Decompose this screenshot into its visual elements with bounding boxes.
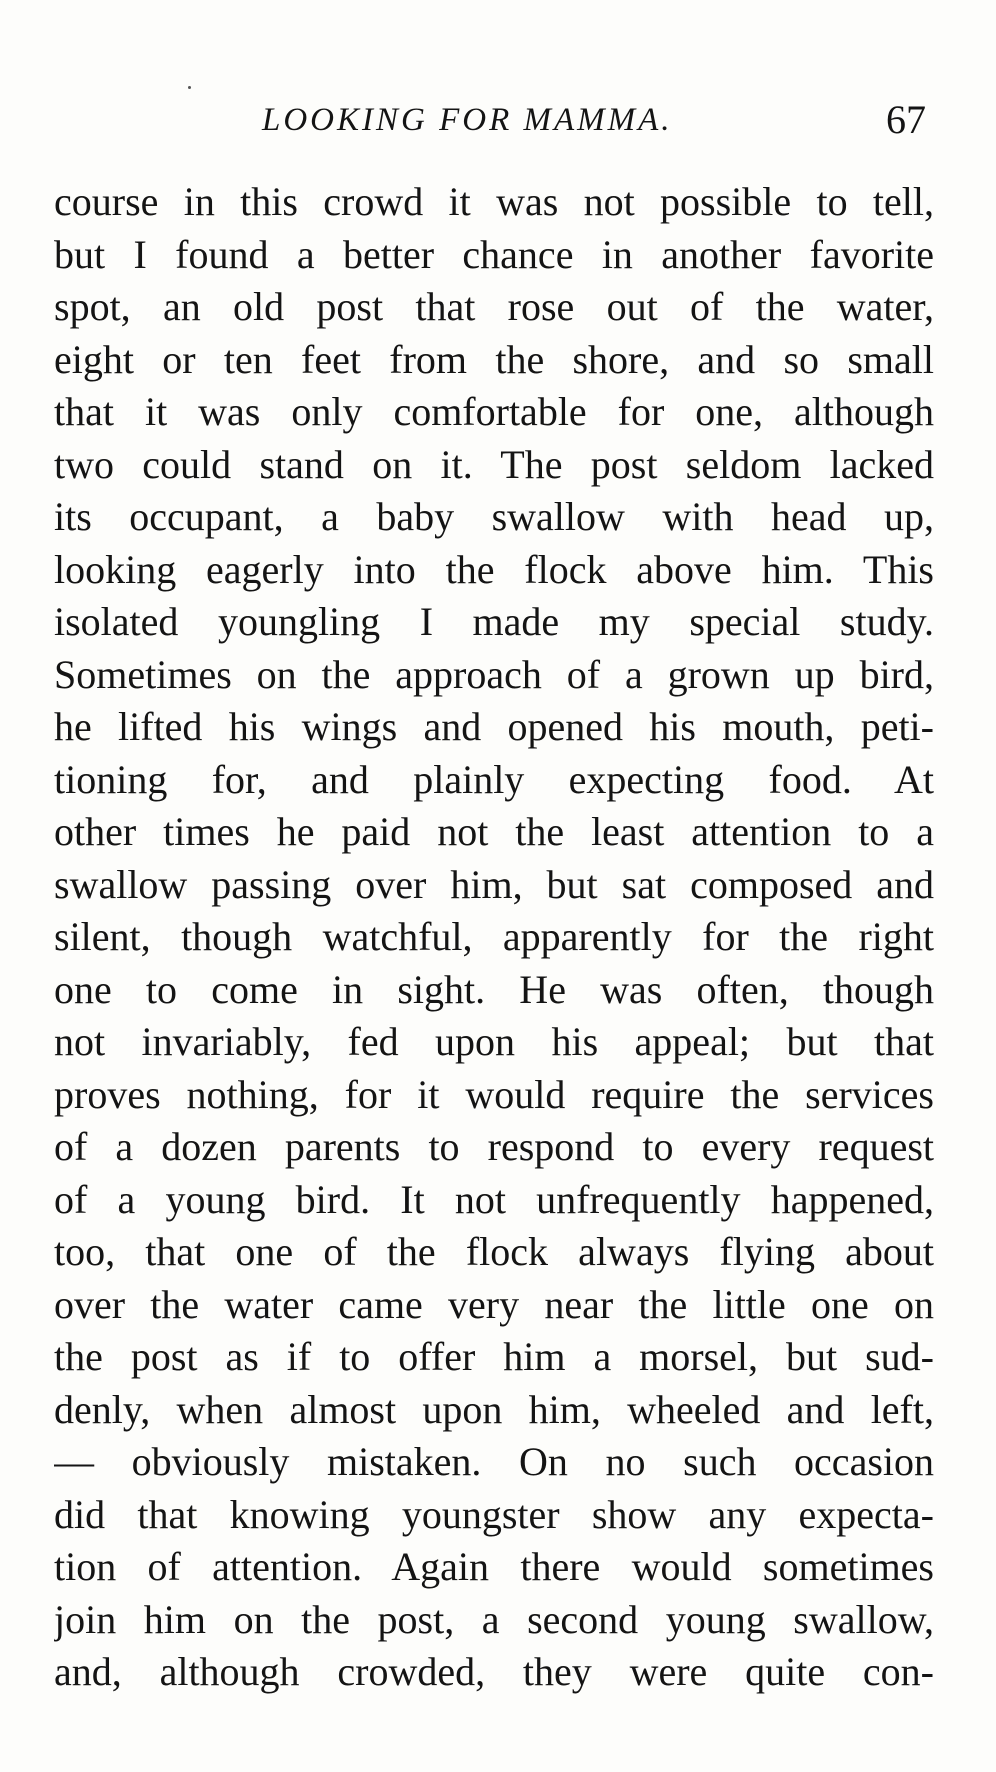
text-line: but I found a better chance in another favorite [54,231,934,277]
text-line: swallow passing over him, but sat composed and [54,861,934,907]
text-line: not invariably, fed upon his appeal; but that [54,1019,934,1064]
text-line: he lifted his wings and opened his mouth, peti- [54,704,934,749]
text-line: silent, though watchful, apparently for the right [54,914,934,959]
text-line: join him on the post, a second young swallow, [54,1596,934,1642]
text-line: the post as if to offer him a morsel, but sud- [54,1334,934,1379]
running-head: LOOKING FOR MAMMA. [262,102,673,138]
text-line: and, although crowded, they were quite con- [54,1649,934,1694]
text-line: proves nothing, for it would require the services [54,1071,934,1117]
page-number: 67 [886,97,926,142]
text-line: other times he paid not the least attention to a [54,809,934,854]
page-header [54,96,934,152]
text-line: its occupant, a baby swallow with head up, [54,494,934,539]
text-line: denly, when almost upon him, wheeled and left, [54,1386,934,1432]
text-line: of a young bird. It not unfrequently happened, [54,1176,934,1222]
text-line: — obviously mistaken. On no such occasion [54,1439,934,1484]
text-line: eight or ten feet from the shore, and so small [54,336,934,382]
text-line: tion of attention. Again there would sometimes [54,1544,934,1589]
text-line: spot, an old post that rose out of the water, [54,284,934,329]
text-line: that it was only comfortable for one, although [54,389,934,434]
text-line: one to come in sight. He was often, though [54,966,934,1012]
body-text [54,176,934,1699]
ink-speck [188,86,191,89]
text-line: isolated youngling I made my special study. [54,599,934,644]
text-line: of a dozen parents to respond to every request [54,1124,934,1169]
text-line: course in this crowd it was not possible to tell, [54,179,934,224]
text-line: two could stand on it. The post seldom lacked [54,441,934,487]
text-line: Sometimes on the approach of a grown up bird, [54,651,934,697]
text-line: too, that one of the flock always flying about [54,1229,934,1274]
text-line: did that knowing youngster show any expecta- [54,1491,934,1537]
text-line: over the water came very near the little one on [54,1281,934,1327]
text-line: tioning for, and plainly expecting food. At [54,756,934,802]
text-line: looking eagerly into the flock above him. This [54,546,934,592]
